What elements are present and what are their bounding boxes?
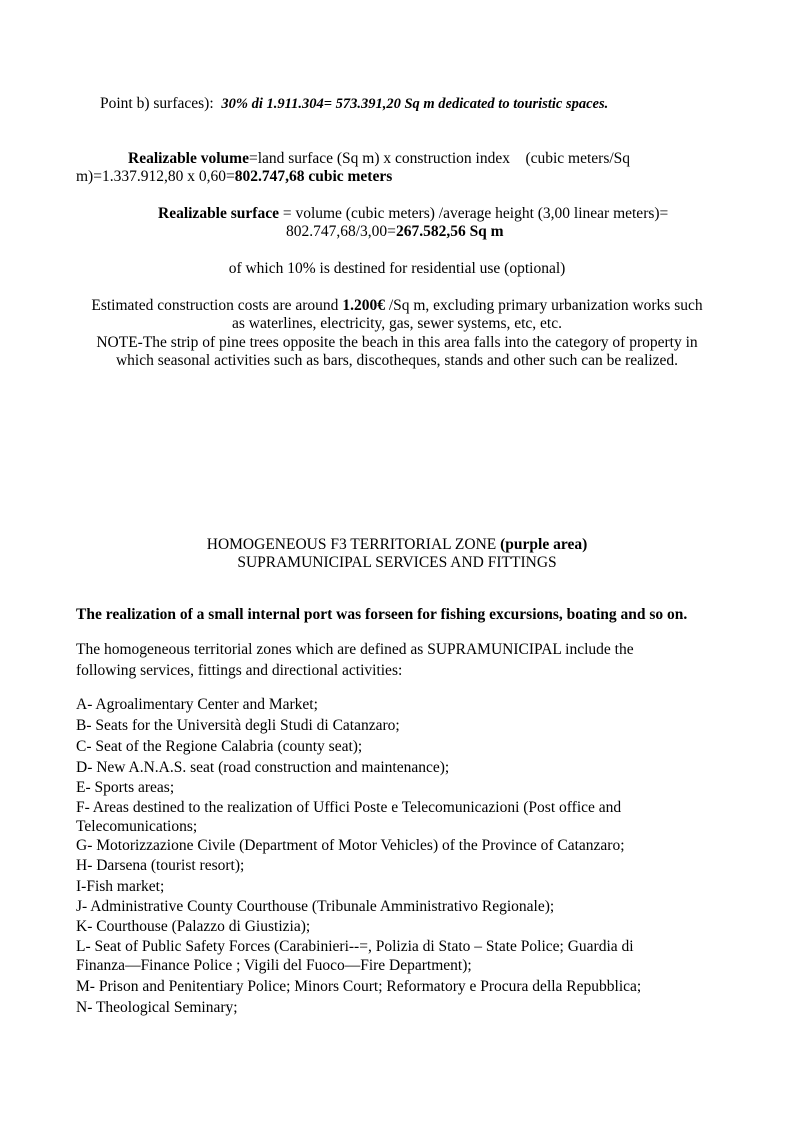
intro-line-1: The homogeneous territorial zones which are defined as SUPRAMUNICIPAL include the — [76, 641, 634, 658]
zone-subtitle: SUPRAMUNICIPAL SERVICES AND FITTINGS — [237, 554, 557, 571]
list-item: I-Fish market; — [76, 878, 165, 895]
costs-line-2: as waterlines, electricity, gas, sewer systems, etc, etc. — [232, 315, 562, 332]
list-item-continuation: Telecomunications; — [76, 818, 198, 835]
zone-title-text: HOMOGENEOUS F3 TERRITORIAL ZONE — [206, 536, 501, 553]
list-item: N- Theological Seminary; — [76, 999, 238, 1016]
surface-formula: = volume (cubic meters) /average height (3,00 linear meters)= — [282, 205, 669, 222]
list-item: B- Seats for the Università degli Studi di Catanzaro; — [76, 717, 400, 734]
costs-prefix: Estimated construction costs are around — [91, 297, 343, 314]
list-item: M- Prison and Penitentiary Police; Minors Court; Reformatory e Procura della Repubblica; — [76, 978, 642, 995]
list-item: A- Agroalimentary Center and Market; — [76, 696, 318, 713]
zone-title — [0, 536, 794, 554]
port-statement-text: The realization of a small internal port was forseen for fishing excursions, boating and so on. — [76, 606, 688, 623]
list-item: H- Darsena (tourist resort); — [76, 857, 245, 874]
list-item: F- Areas destined to the realization of Uffici Poste e Telecomunicazioni (Post office and — [76, 799, 622, 816]
list-item: E- Sports areas; — [76, 779, 175, 796]
note-line-1: NOTE-The strip of pine trees opposite the beach in this area falls into the category of property in — [96, 334, 698, 351]
list-item: J- Administrative County Courthouse (Tribunale Amministrativo Regionale); — [76, 898, 555, 915]
point-b-value: 30% di 1.911.304= 573.391,20 Sq m dedicated to touristic spaces. — [221, 96, 609, 112]
surface-line-2 — [286, 223, 504, 241]
surface-result: 267.582,56 Sq m — [395, 223, 504, 240]
surface-line-1 — [158, 205, 668, 223]
costs-suffix: /Sq m, excluding primary urbanization works such — [384, 297, 703, 314]
volume-result: 802.747,68 cubic meters — [234, 168, 393, 185]
note-line-2: which seasonal activities such as bars, discotheques, stands and other such can be realized. — [115, 352, 679, 369]
residential-note: of which 10% is destined for residential use (optional) — [228, 260, 566, 277]
volume-formula: =land surface (Sq m) x construction index (cubic meters/Sq — [248, 150, 631, 167]
point-b-label: Point b) surfaces): — [100, 95, 214, 112]
list-item: D- New A.N.A.S. seat (road construction and maintenance); — [76, 759, 450, 776]
costs-line-1 — [0, 297, 794, 315]
intro-line-2: following services, fittings and directional activities: — [76, 662, 403, 679]
port-statement — [76, 606, 687, 624]
surface-label: Realizable surface — [158, 205, 279, 222]
zone-title-area: (purple area) — [500, 536, 588, 553]
point-b-line — [100, 95, 608, 113]
list-item: G- Motorizzazione Civile (Department of Motor Vehicles) of the Province of Catanzaro; — [76, 837, 625, 854]
volume-label: Realizable volume — [128, 150, 249, 167]
list-item: K- Courthouse (Palazzo di Giustizia); — [76, 918, 311, 935]
list-item: C- Seat of the Regione Calabria (county seat); — [76, 738, 363, 755]
surface-calc: 802.747,68/3,00= — [286, 223, 396, 240]
list-item-continuation: Finanza—Finance Police ; Vigili del Fuoco—Fire Department); — [76, 957, 472, 974]
list-item: L- Seat of Public Safety Forces (Carabinieri--=, Polizia di Stato – State Police; Guardia di — [76, 938, 634, 955]
volume-line-2 — [76, 168, 392, 186]
volume-calc: m)=1.337.912,80 x 0,60= — [76, 168, 235, 185]
volume-line-1 — [128, 150, 630, 168]
costs-amount: 1.200€ — [342, 297, 385, 314]
